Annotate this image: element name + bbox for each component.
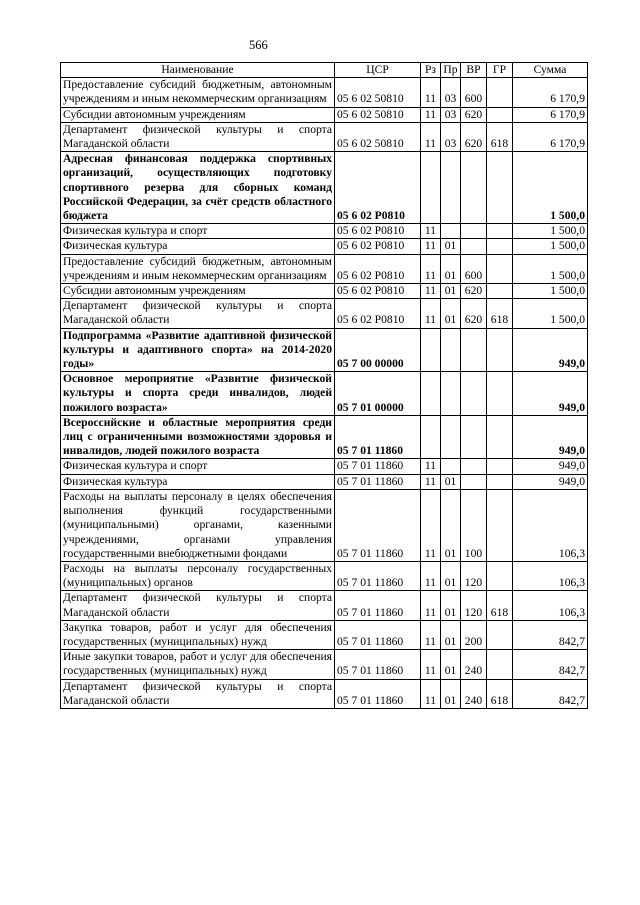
- row-gr-cell: [487, 650, 513, 679]
- row-gr-cell: [487, 107, 513, 122]
- row-csr-cell: 05 6 02 50810: [335, 107, 421, 122]
- row-csr-cell: 05 6 02 Р0810: [335, 284, 421, 299]
- row-rz-cell: [421, 152, 441, 224]
- row-rz-cell: 11: [421, 679, 441, 708]
- row-rz-cell: 11: [421, 254, 441, 283]
- table-row: [61, 591, 588, 620]
- table-row: [61, 107, 588, 122]
- row-name-cell: Предоставление субсидий бюджетным, автономным учреждениям и иным некоммерческим организациям: [61, 78, 335, 107]
- row-csr-cell: 05 7 01 11860: [335, 679, 421, 708]
- row-vr-cell: 600: [461, 254, 487, 283]
- row-pr-cell: 01: [441, 489, 461, 561]
- table-row: [61, 459, 588, 474]
- row-rz-cell: 11: [421, 107, 441, 122]
- row-rz-cell: 11: [421, 650, 441, 679]
- row-name-cell: Расходы на выплаты персоналу в целях обеспечения выполнения функций государственными (муниципальными) органами, казенными учреждениями, органами управления государственными внебюджетными фондами: [61, 489, 335, 561]
- row-sum-cell: 949,0: [513, 474, 588, 489]
- row-pr-cell: 01: [441, 284, 461, 299]
- row-name-cell: Закупка товаров, работ и услуг для обеспечения государственных (муниципальных) нужд: [61, 620, 335, 649]
- row-gr-cell: [487, 78, 513, 107]
- row-pr-cell: 01: [441, 299, 461, 328]
- row-gr-cell: [487, 459, 513, 474]
- row-csr-cell: 05 7 01 11860: [335, 459, 421, 474]
- row-rz-cell: 11: [421, 561, 441, 590]
- row-sum-cell: 1 500,0: [513, 224, 588, 239]
- row-name-cell: Всероссийские и областные мероприятия среди лиц с ограниченными возможностями здоровья и инвалидов, людей пожилого возраста: [61, 415, 335, 459]
- row-vr-cell: [461, 459, 487, 474]
- row-pr-cell: 01: [441, 239, 461, 254]
- table-body: [61, 78, 588, 709]
- row-gr-cell: [487, 284, 513, 299]
- header-vr: ВР: [461, 63, 487, 78]
- row-pr-cell: 01: [441, 620, 461, 649]
- row-csr-cell: 05 7 01 00000: [335, 372, 421, 416]
- row-name-cell: Департамент физической культуры и спорта Магаданской области: [61, 591, 335, 620]
- row-gr-cell: 618: [487, 122, 513, 151]
- row-sum-cell: 1 500,0: [513, 254, 588, 283]
- row-name-cell: Департамент физической культуры и спорта Магаданской области: [61, 122, 335, 151]
- row-rz-cell: [421, 372, 441, 416]
- row-sum-cell: 106,3: [513, 591, 588, 620]
- row-csr-cell: 05 6 02 50810: [335, 78, 421, 107]
- row-gr-cell: [487, 489, 513, 561]
- header-csr: ЦСР: [335, 63, 421, 78]
- row-sum-cell: 6 170,9: [513, 107, 588, 122]
- row-sum-cell: 949,0: [513, 415, 588, 459]
- table-row: [61, 78, 588, 107]
- row-sum-cell: 842,7: [513, 620, 588, 649]
- table-row: [61, 679, 588, 708]
- row-name-cell: Физическая культура: [61, 239, 335, 254]
- row-pr-cell: [441, 224, 461, 239]
- row-sum-cell: 949,0: [513, 459, 588, 474]
- table-row: [61, 224, 588, 239]
- row-vr-cell: 620: [461, 284, 487, 299]
- header-rz: Рз: [421, 63, 441, 78]
- row-name-cell: Основное мероприятие «Развитие физической культуры и спорта среди инвалидов, людей пожилого возраста»: [61, 372, 335, 416]
- row-sum-cell: 6 170,9: [513, 78, 588, 107]
- row-pr-cell: 03: [441, 107, 461, 122]
- table-row: [61, 489, 588, 561]
- table-row: [61, 561, 588, 590]
- row-rz-cell: 11: [421, 459, 441, 474]
- row-rz-cell: 11: [421, 591, 441, 620]
- row-gr-cell: [487, 239, 513, 254]
- row-csr-cell: 05 7 01 11860: [335, 591, 421, 620]
- row-vr-cell: 100: [461, 489, 487, 561]
- row-sum-cell: 106,3: [513, 489, 588, 561]
- row-csr-cell: 05 7 01 11860: [335, 561, 421, 590]
- row-vr-cell: [461, 224, 487, 239]
- row-rz-cell: 11: [421, 78, 441, 107]
- row-gr-cell: [487, 254, 513, 283]
- row-vr-cell: 200: [461, 620, 487, 649]
- row-vr-cell: [461, 372, 487, 416]
- row-gr-cell: [487, 620, 513, 649]
- row-name-cell: Предоставление субсидий бюджетным, автономным учреждениям и иным некоммерческим организациям: [61, 254, 335, 283]
- row-csr-cell: 05 7 01 11860: [335, 650, 421, 679]
- page-number: 566: [249, 38, 268, 52]
- row-name-cell: Адресная финансовая поддержка спортивных организаций, осуществляющих подготовку спортивного резерва для сборных команд Российской Федерации, за счёт средств областного бюджета: [61, 152, 335, 224]
- row-gr-cell: [487, 152, 513, 224]
- table-row: [61, 284, 588, 299]
- budget-table: [60, 62, 588, 709]
- row-vr-cell: 620: [461, 107, 487, 122]
- row-csr-cell: 05 6 02 50810: [335, 122, 421, 151]
- row-name-cell: Иные закупки товаров, работ и услуг для обеспечения государственных (муниципальных) нужд: [61, 650, 335, 679]
- table-row: [61, 650, 588, 679]
- row-sum-cell: 1 500,0: [513, 152, 588, 224]
- row-csr-cell: 05 6 02 Р0810: [335, 152, 421, 224]
- row-rz-cell: 11: [421, 122, 441, 151]
- row-sum-cell: 6 170,9: [513, 122, 588, 151]
- row-pr-cell: 01: [441, 561, 461, 590]
- row-vr-cell: [461, 328, 487, 372]
- row-vr-cell: 120: [461, 561, 487, 590]
- row-name-cell: Физическая культура: [61, 474, 335, 489]
- row-csr-cell: 05 6 02 Р0810: [335, 299, 421, 328]
- table-row: [61, 152, 588, 224]
- row-gr-cell: [487, 224, 513, 239]
- row-csr-cell: 05 7 01 11860: [335, 620, 421, 649]
- row-pr-cell: [441, 328, 461, 372]
- row-gr-cell: [487, 415, 513, 459]
- row-csr-cell: 05 7 00 00000: [335, 328, 421, 372]
- row-sum-cell: 1 500,0: [513, 284, 588, 299]
- row-name-cell: Расходы на выплаты персоналу государственных (муниципальных) органов: [61, 561, 335, 590]
- row-rz-cell: 11: [421, 620, 441, 649]
- row-sum-cell: 106,3: [513, 561, 588, 590]
- header-pr: Пр: [441, 63, 461, 78]
- row-rz-cell: 11: [421, 224, 441, 239]
- table-row: [61, 372, 588, 416]
- row-name-cell: Департамент физической культуры и спорта Магаданской области: [61, 299, 335, 328]
- table-row: [61, 474, 588, 489]
- row-name-cell: Физическая культура и спорт: [61, 459, 335, 474]
- table-header-row: [61, 63, 588, 78]
- row-pr-cell: 03: [441, 122, 461, 151]
- row-pr-cell: 01: [441, 591, 461, 620]
- row-rz-cell: 11: [421, 284, 441, 299]
- table-row: [61, 239, 588, 254]
- row-sum-cell: 842,7: [513, 650, 588, 679]
- table-row: [61, 254, 588, 283]
- row-vr-cell: [461, 239, 487, 254]
- row-vr-cell: 600: [461, 78, 487, 107]
- row-name-cell: Субсидии автономным учреждениям: [61, 107, 335, 122]
- row-pr-cell: 01: [441, 254, 461, 283]
- row-pr-cell: [441, 152, 461, 224]
- row-rz-cell: 11: [421, 299, 441, 328]
- header-gr: ГР: [487, 63, 513, 78]
- row-rz-cell: 11: [421, 474, 441, 489]
- row-sum-cell: 1 500,0: [513, 299, 588, 328]
- row-pr-cell: [441, 372, 461, 416]
- row-vr-cell: 240: [461, 679, 487, 708]
- row-name-cell: Субсидии автономным учреждениям: [61, 284, 335, 299]
- row-rz-cell: 11: [421, 239, 441, 254]
- table-row: [61, 122, 588, 151]
- row-csr-cell: 05 6 02 Р0810: [335, 254, 421, 283]
- row-pr-cell: 01: [441, 679, 461, 708]
- row-csr-cell: 05 6 02 Р0810: [335, 239, 421, 254]
- row-vr-cell: [461, 152, 487, 224]
- row-vr-cell: 240: [461, 650, 487, 679]
- row-gr-cell: [487, 328, 513, 372]
- row-name-cell: Департамент физической культуры и спорта Магаданской области: [61, 679, 335, 708]
- table-row: [61, 415, 588, 459]
- row-pr-cell: [441, 459, 461, 474]
- row-gr-cell: 618: [487, 591, 513, 620]
- row-name-cell: Физическая культура и спорт: [61, 224, 335, 239]
- row-vr-cell: [461, 415, 487, 459]
- row-gr-cell: [487, 372, 513, 416]
- row-sum-cell: 949,0: [513, 372, 588, 416]
- header-name: Наименование: [61, 63, 335, 78]
- row-rz-cell: [421, 415, 441, 459]
- row-name-cell: Подпрограмма «Развитие адаптивной физической культуры и адаптивного спорта» на 2014-2020 годы»: [61, 328, 335, 372]
- row-csr-cell: 05 7 01 11860: [335, 489, 421, 561]
- header-sum: Сумма: [513, 63, 588, 78]
- row-pr-cell: 03: [441, 78, 461, 107]
- row-vr-cell: 620: [461, 299, 487, 328]
- row-pr-cell: 01: [441, 474, 461, 489]
- row-gr-cell: [487, 561, 513, 590]
- row-sum-cell: 1 500,0: [513, 239, 588, 254]
- row-rz-cell: [421, 328, 441, 372]
- table-row: [61, 328, 588, 372]
- table-row: [61, 620, 588, 649]
- row-gr-cell: 618: [487, 299, 513, 328]
- row-csr-cell: 05 7 01 11860: [335, 415, 421, 459]
- row-pr-cell: 01: [441, 650, 461, 679]
- row-sum-cell: 949,0: [513, 328, 588, 372]
- table-row: [61, 299, 588, 328]
- row-sum-cell: 842,7: [513, 679, 588, 708]
- row-pr-cell: [441, 415, 461, 459]
- row-vr-cell: 120: [461, 591, 487, 620]
- row-gr-cell: [487, 474, 513, 489]
- row-csr-cell: 05 7 01 11860: [335, 474, 421, 489]
- row-vr-cell: 620: [461, 122, 487, 151]
- row-rz-cell: 11: [421, 489, 441, 561]
- row-gr-cell: 618: [487, 679, 513, 708]
- row-vr-cell: [461, 474, 487, 489]
- row-csr-cell: 05 6 02 Р0810: [335, 224, 421, 239]
